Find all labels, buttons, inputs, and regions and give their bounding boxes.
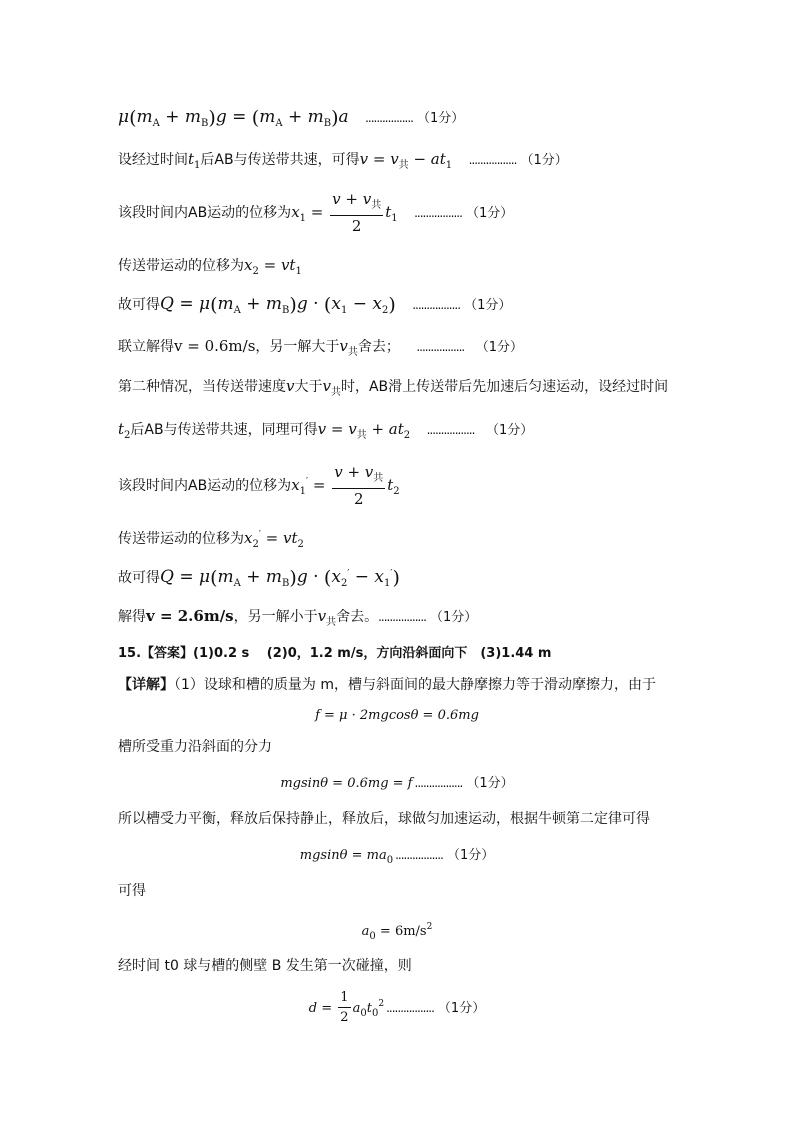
- leader-dots: .................: [412, 298, 461, 312]
- line-text: 槽所受重力沿斜面的分力: [118, 739, 272, 755]
- line-text: 舍去；: [357, 339, 400, 355]
- line-text: 第二种情况，当传送带速度: [118, 379, 286, 395]
- question-15-answer: [118, 643, 754, 665]
- line-text: 传送带运动的位移为: [118, 531, 244, 547]
- line-text: （1）设球和槽的质量为 m，槽与斜面间的最大静摩擦力等于滑动摩擦力，由于: [174, 677, 656, 693]
- detail-label: 【详解】: [118, 677, 174, 693]
- answer-label: 15.【答案】: [118, 646, 194, 661]
- text-line-6: 联立解得v = 0.6m/s，另一解大于$v_共$舍去； ................. （1分）: [118, 337, 523, 358]
- line-text: 后AB与传送带共速，可得: [200, 152, 360, 168]
- line-text: 故可得: [118, 570, 160, 586]
- line-text: 联立解得: [118, 339, 174, 355]
- equation-newton: $mgsin\theta = ma_0$: [299, 848, 394, 866]
- line-text: 大于: [294, 379, 323, 395]
- text-line-4: [118, 254, 754, 283]
- equation-accel: $a_0 = 6m/s^2$: [361, 922, 433, 942]
- equation-distance: d = $\frac{1}{2}$ $a_0t_0^2$: [308, 990, 385, 1025]
- text-balance-line: [118, 808, 754, 830]
- line-text: 传送带运动的位移为: [118, 258, 244, 274]
- line-text: 所以槽受力平衡，释放后保持静止，释放后，球做匀加速运动，根据牛顿第二定律可得: [118, 811, 650, 827]
- score-mark: （1分）: [446, 848, 495, 863]
- score-mark: （1分）: [492, 423, 534, 438]
- equation-x2-prime: $x_2' = vt_2$: [244, 529, 304, 550]
- equation-distance-line: [0, 984, 794, 1034]
- text-line-2: 设经过时间$t_1$后AB与传送带共速，可得$v = v_共 - at_1$ ................. （1分）: [118, 150, 568, 171]
- equation-x1: $x_1$ = $\frac{v + v_共}{2}$ $t_1$: [291, 190, 398, 235]
- leader-dots: .................: [386, 1001, 434, 1015]
- equation-friction: f = μ · 2mgcosθ = 0.6mg: [315, 708, 479, 723]
- equation-Q1: $Q = \mu(m_A + m_B)g \cdot (x_1 - x_2)$: [160, 294, 396, 316]
- result-v2: v = 2.6m/s: [146, 607, 234, 625]
- line-text: 时，AB滑上传送带后先加速后匀速运动，设经过时间: [340, 379, 669, 395]
- equation-x2: $x_2 = vt_1$: [244, 256, 302, 277]
- leader-dots: .................: [416, 340, 465, 354]
- line-text: 解得: [118, 609, 146, 625]
- score-mark: （1分）: [465, 206, 514, 221]
- equation-x1-prime: $x_1'$ = $\frac{v + v_共}{2}$ $t_2$: [291, 463, 400, 508]
- line-text: 该段时间内AB运动的位移为: [118, 478, 292, 494]
- score-mark: （1分）: [429, 610, 478, 625]
- line-text: 后AB与传送带共速，同理可得: [130, 422, 318, 438]
- score-mark: （1分）: [416, 111, 465, 126]
- text-t0-line: [118, 955, 754, 977]
- leader-dots: .................: [378, 610, 426, 624]
- leader-dots: .................: [395, 848, 443, 862]
- score-mark: （1分）: [437, 1001, 486, 1016]
- leader-dots: .................: [468, 153, 517, 167]
- score-mark: （1分）: [466, 776, 514, 791]
- text-gravity-line: [118, 736, 754, 758]
- text-line-12: 解得v = 2.6m/s，另一解小于$v_共$舍去。................. （1分）: [118, 607, 478, 628]
- equation-v-plus: $v = v_共 + at_2$: [317, 420, 411, 441]
- text-get-line: [118, 880, 754, 902]
- line-text: 该段时间内AB运动的位移为: [118, 205, 292, 221]
- text-line-8: $t_2$后AB与传送带共速，同理可得$v = v_共 + at_2$ ................. （1分）: [118, 420, 534, 441]
- text-line-9: [118, 461, 754, 513]
- score-mark: （1分）: [464, 298, 512, 313]
- answer-values: (1)0.2 s (2)0，1.2 m/s，方向沿斜面向下 (3)1.44 m: [193, 646, 552, 661]
- equation-newton-line: [0, 844, 794, 872]
- detail-line: [118, 674, 754, 696]
- equation-Q2: $Q = \mu(m_A + m_B)g \cdot (x_2' - x_1')$: [160, 567, 400, 589]
- leader-dots: .................: [365, 111, 413, 125]
- text-line-7: 第二种情况，当传送带速度v大于$v_共$时，AB滑上传送带后先加速后匀速运动，设经过时间: [118, 377, 669, 398]
- text-line-10: [118, 524, 754, 556]
- equation-friction-line: [0, 704, 794, 727]
- text-line-3: [118, 190, 754, 240]
- leader-dots: .................: [414, 206, 462, 220]
- line-text: ，另一解小于: [233, 609, 318, 625]
- line-text: 设经过时间: [118, 152, 188, 168]
- leader-dots: .................: [426, 423, 475, 437]
- result-v1: v = 0.6m/s: [174, 337, 256, 355]
- text-line-11: [118, 563, 754, 595]
- equation-line-1: [118, 106, 754, 135]
- line-text: ，另一解大于: [255, 339, 340, 355]
- equation-component-line: [0, 772, 794, 795]
- line-text: 舍去。: [336, 609, 379, 625]
- equation-momentum: $\mu(m_A + m_B)g = (m_A + m_B)a$: [118, 107, 349, 129]
- equation-accel-line: [0, 916, 794, 948]
- score-mark: （1分）: [482, 340, 523, 355]
- equation-component: mgsinθ = 0.6mg = f: [280, 776, 413, 791]
- line-text: 可得: [118, 883, 146, 899]
- equation-v-minus: $v = v_共 - at_1$: [359, 150, 453, 171]
- leader-dots: .................: [414, 776, 463, 790]
- line-text: 经时间 t0 球与槽的侧壁 B 发生第一次碰撞，则: [118, 958, 412, 974]
- text-line-5: [118, 293, 754, 322]
- line-text: 故可得: [118, 297, 160, 313]
- score-mark: （1分）: [520, 153, 568, 168]
